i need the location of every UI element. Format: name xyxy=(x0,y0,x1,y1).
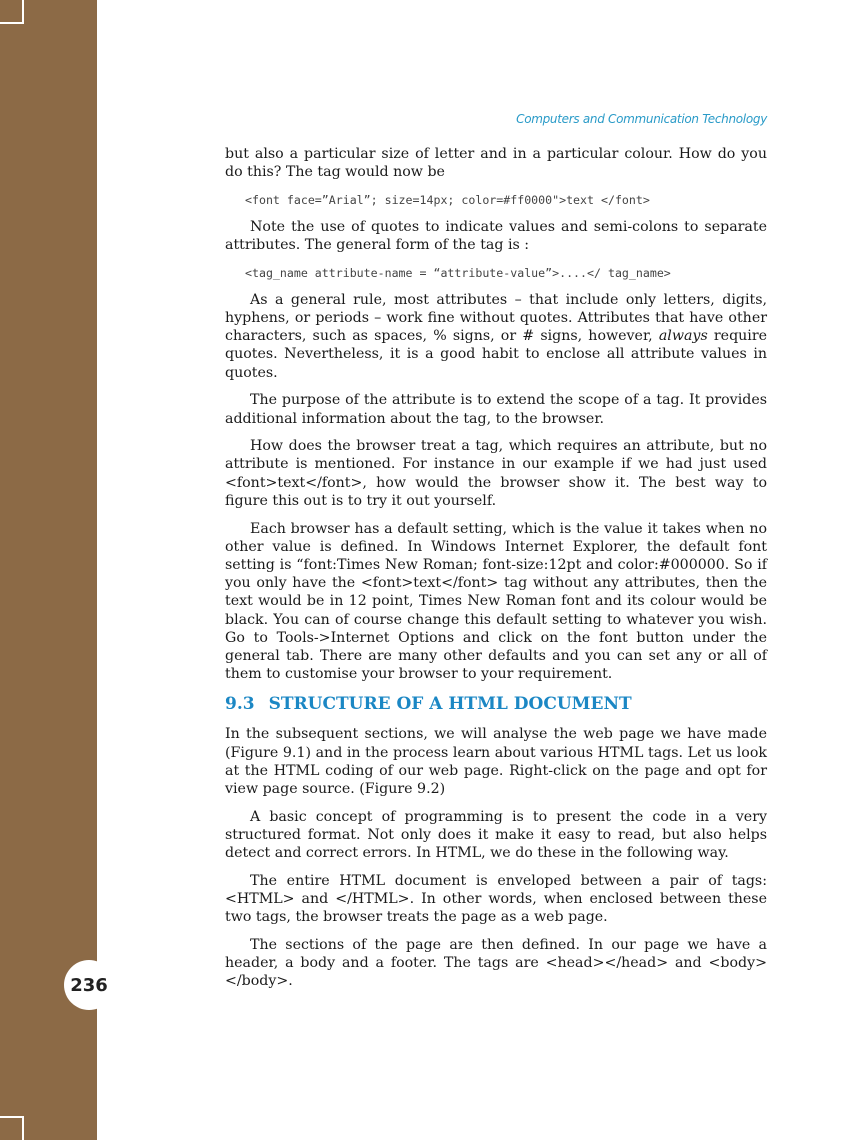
paragraph: Note the use of quotes to indicate values and semi-colons to separate attributes. The general form of the tag is : xyxy=(225,218,767,254)
paragraph: A basic concept of programming is to present the code in a very structured format. Not only does it make it easy to read, but also helps detect and correct errors. In HTML, we do these in the following way. xyxy=(225,808,767,862)
paragraph: How does the browser treat a tag, which requires an attribute, but no attribute is mentioned. For instance in our example if we had just used <font>text</font>, how would the browser show it. The best way to figure this out is to try it out yourself. xyxy=(225,438,767,509)
crop-mark-bottom xyxy=(0,1116,24,1140)
emphasis: always xyxy=(658,328,708,345)
paragraph: The purpose of the attribute is to extend the scope of a tag. It provides additional information about the tag, to the browser. xyxy=(225,392,767,427)
running-head: Computers and Communication Technology xyxy=(516,112,767,126)
paragraph: The sections of the page are then defined. In our page we have a header, a body and a footer. The tags are <head></head> and <body></body>. xyxy=(225,936,767,990)
code-example: <font face=”Arial”; size=14px; color=#ff0000">text </font> xyxy=(245,192,650,207)
section-number: 9.3 xyxy=(225,694,255,715)
paragraph: In the subsequent sections, we will analyse the web page we have made (Figure 9.1) and in the process learn about various HTML tags. Let us look at the HTML coding of our web page. Right-click on the page and opt for view page source. (Figure 9.2) xyxy=(225,726,767,797)
page-number: 236 xyxy=(64,960,114,1010)
page-body xyxy=(225,145,767,1000)
code-example: <tag_name attribute-name = “attribute-value”>....</ tag_name> xyxy=(245,265,671,280)
paragraph xyxy=(225,291,767,382)
section-heading xyxy=(225,693,767,715)
text-run: As a general rule, most attributes – that include only letters, digits, hyphens, or periods – work fine without quotes. Attributes that have other characters, such as spaces, % signs, or # signs, however, xyxy=(225,291,767,345)
crop-mark-top xyxy=(0,0,24,24)
text-run: require quotes. Nevertheless, it is a good habit to enclose all attribute values in quotes. xyxy=(225,328,767,381)
paragraph: but also a particular size of letter and in a particular colour. How do you do this? The tag would now be xyxy=(225,146,767,181)
section-title: STRUCTURE OF A HTML DOCUMENT xyxy=(268,694,632,715)
paragraph: The entire HTML document is enveloped between a pair of tags: <HTML> and </HTML>. In other words, when enclosed between these two tags, the browser treats the page as a web page. xyxy=(225,872,767,926)
paragraph: Each browser has a default setting, which is the value it takes when no other value is defined. In Windows Internet Explorer, the default font setting is “font:Times New Roman; font-size:12pt and color:#000000. So if you only have the <font>text</font> tag without any attributes, then the text would be in 12 point, Times New Roman font and its colour would be black. You can of course change this default setting to whatever you wish. Go to Tools->Internet Options and click on the font button under the general tab. There are many other defaults and you can set any or all of them to customise your browser to your requirement. xyxy=(225,520,767,683)
